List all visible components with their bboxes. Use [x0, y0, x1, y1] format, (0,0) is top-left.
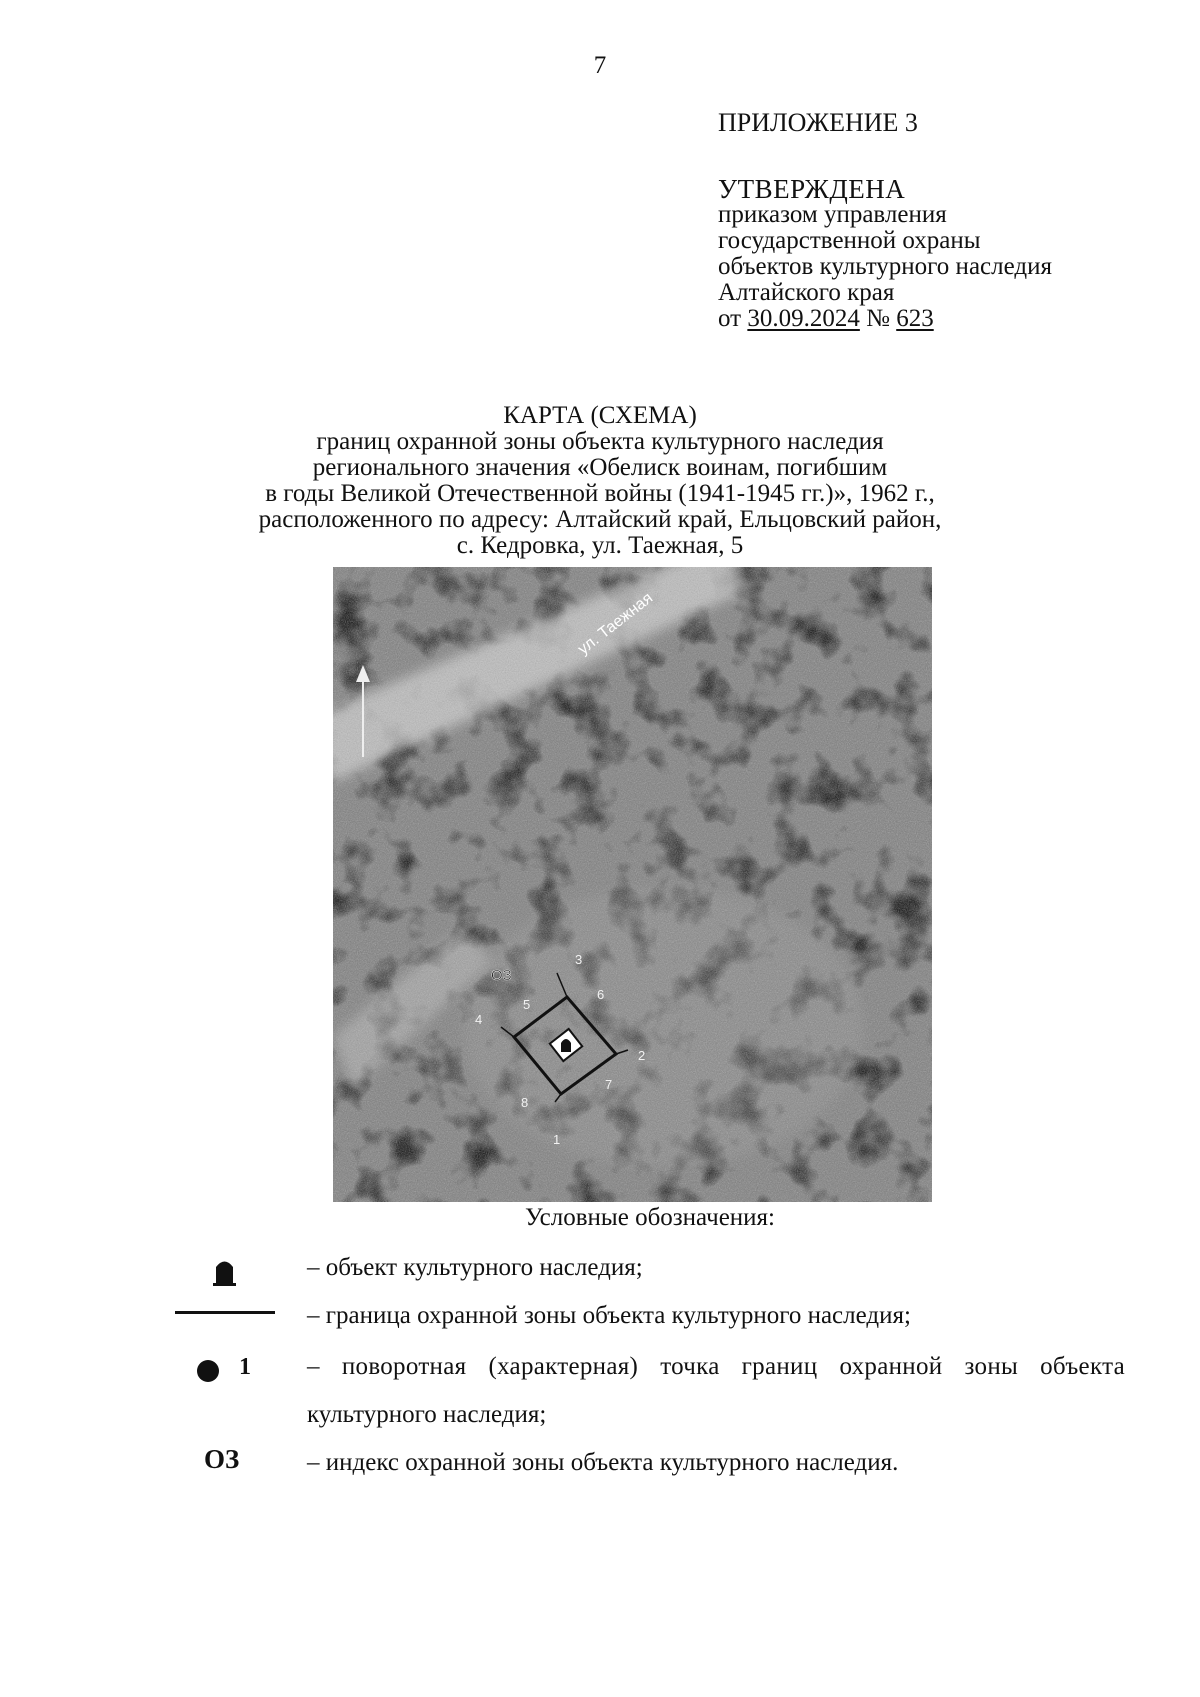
point-label: 1	[553, 1132, 561, 1147]
legend-point-text: – поворотная (характерная) точка границ охранной зоны объекта	[307, 1353, 1125, 1380]
legend-boundary-text: – граница охранной зоны объекта культурного наследия;	[307, 1302, 911, 1329]
title-heading: КАРТА (СХЕМА)	[503, 402, 697, 429]
document-title	[0, 403, 1200, 559]
point-label: 5	[523, 997, 531, 1012]
boundary-line-icon	[175, 1311, 275, 1314]
approval-line: Алтайского края	[718, 279, 895, 306]
approval-line: приказом управления	[718, 201, 947, 228]
approval-date-line	[718, 306, 1052, 332]
legend-title: Условные обозначения:	[524, 1204, 776, 1231]
approval-date: 30.09.2024	[747, 305, 860, 332]
title-line: в годы Великой Отечественной войны (1941-1945 гг.)», 1962 г.,	[265, 480, 935, 507]
page-number: 7	[593, 52, 607, 79]
approval-number: 623	[896, 305, 934, 332]
point-label: 7	[605, 1077, 613, 1092]
legend-point-text-continued: культурного наследия;	[307, 1401, 547, 1428]
zone-index-label: ОЗ	[491, 967, 512, 984]
point-label: 6	[597, 987, 605, 1002]
image-grain	[333, 567, 932, 1202]
legend-monument-text: – объект культурного наследия;	[307, 1254, 643, 1281]
point-label: 2	[638, 1048, 646, 1063]
approval-block	[718, 176, 1052, 332]
approval-line: объектов культурного наследия	[718, 253, 1052, 280]
satellite-map	[333, 567, 932, 1202]
zone-index-symbol: ОЗ	[204, 1444, 240, 1474]
date-prefix: от	[718, 305, 742, 332]
map-image	[333, 567, 932, 1202]
point-label: 3	[575, 952, 583, 967]
turning-point-dot-icon	[197, 1360, 219, 1382]
monument-icon	[213, 1258, 236, 1286]
point-label: 4	[475, 1012, 483, 1027]
street-label: ул. Таежная	[574, 589, 657, 659]
title-line: регионального значения «Обелиск воинам, погибшим	[312, 454, 888, 481]
point-label: 8	[521, 1095, 529, 1110]
title-line: расположенного по адресу: Алтайский край, Ельцовский район,	[258, 506, 942, 533]
approval-line: государственной охраны	[718, 227, 981, 254]
legend-zone-index-text: – индекс охранной зоны объекта культурного наследия.	[307, 1449, 899, 1476]
appendix-label: ПРИЛОЖЕНИЕ 3	[718, 108, 918, 137]
title-line: с. Кедровка, ул. Таежная, 5	[456, 532, 744, 559]
turning-point-number: 1	[239, 1354, 251, 1380]
approval-heading: УТВЕРЖДЕНА	[718, 174, 906, 204]
number-sign: №	[866, 305, 890, 332]
title-line: границ охранной зоны объекта культурного наследия	[316, 428, 884, 455]
